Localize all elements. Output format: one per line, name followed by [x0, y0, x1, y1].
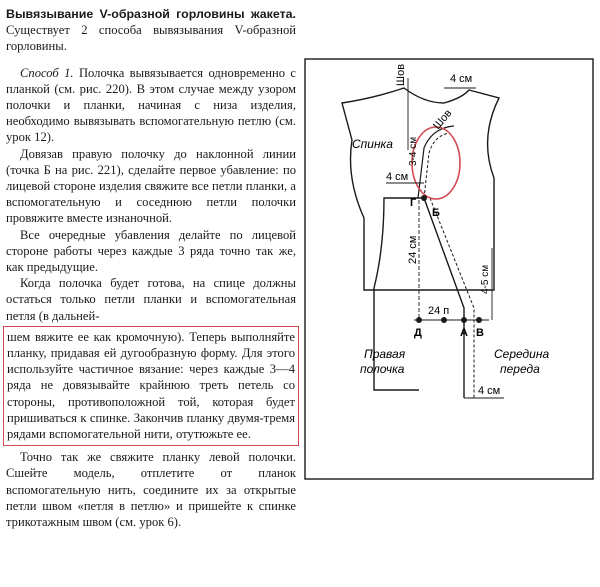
neck-highlight-circle: [412, 127, 460, 199]
label-left-4cm: 4 см: [386, 171, 409, 183]
paragraph-next-decreases: Все очередные убавления делайте по лицевой стороне работы через каждые 3 ряда точно так же, как предыдущие.: [6, 227, 296, 275]
point-a-dot: [461, 317, 467, 323]
placket-dash-line: [430, 198, 474, 398]
back-outline: [342, 88, 499, 290]
label-point-g: Г: [410, 197, 417, 209]
placket-curve: [418, 126, 454, 198]
label-center-1: Середина: [494, 347, 550, 361]
label-24cm: 24 см: [407, 235, 419, 264]
label-24-rows: 24 п: [428, 305, 450, 317]
pattern-diagram: [304, 58, 594, 480]
placket-curve-dash: [424, 133, 449, 198]
article-text: [6, 6, 296, 530]
label-point-a: А: [460, 327, 468, 339]
label-4-5cm: 4-5 см: [480, 264, 491, 294]
paragraph-decrease: Довязав правую полочку до наклонной линии (точка Б на рис. 221), сделайте первое убавление: по лицевой стороне изделия свяжите все петли планки, а вспомогательную и соседнюю петли полочки провяжите вместе изнаночной.: [6, 146, 296, 226]
point-g-dot: [421, 195, 427, 201]
method-text: Полочка вывязывается одновременно с планкой (см. рис. 220). В этом случае между узором полочки и планки, начиная с низа изделия, необходимо вывязывать вспомогательную петлю (см. урок 12).: [6, 65, 296, 145]
highlighted-text: шем вяжите ее как кромочную). Теперь выполняйте планку, придавая ей дугообразную форму. Для этого используйте частичное вязание: через каждые 3—4 ряда не довязывайте крайнюю треть петель со стороны, противоположной той, которая будет пришиваться к спинке. Закончив планку двумя-тремя рядами вспомогательной нити, отутюжьте ее.: [7, 329, 295, 442]
heading-block: [6, 6, 296, 55]
label-point-v: В: [476, 327, 484, 339]
paragraph-method-1: [6, 65, 296, 146]
label-point-b: Б: [432, 207, 440, 219]
label-center-2: переда: [500, 362, 540, 376]
paragraph-front-ready: Когда полочка будет готова, на спице должны остаться только петли планки и вспомогательная петля (в дальней-: [6, 276, 296, 323]
label-shov-top: Шов: [395, 63, 407, 86]
label-point-d: Д: [414, 327, 422, 339]
label-front-2: полочка: [360, 362, 405, 376]
label-front-1: Правая: [364, 347, 406, 361]
neckline-line: [424, 198, 464, 398]
method-label: Способ 1.: [20, 65, 74, 80]
label-neck-len: 3-4 см: [408, 136, 419, 166]
article-subheading: Существует 2 способа вывязывания V-образной горловины.: [6, 23, 296, 54]
point-v-dot: [476, 317, 482, 323]
label-bottom-4cm: 4 см: [478, 385, 501, 397]
article-heading: Вывязывание V-образной горловины жакета.: [6, 7, 296, 21]
highlighted-instruction: [3, 326, 299, 446]
label-back: Спинка: [352, 137, 393, 151]
diagram-frame: [305, 59, 593, 479]
point-b-dot: [441, 317, 447, 323]
paragraph-left-front: Точно так же свяжите планку левой полочки. Сшейте модель, отплетите от планок вспомогательную нить, соедините их за открытые петли швом «петля в петлю» и пришейте к спинке трикотажным швом (см. урок 6).: [6, 450, 296, 530]
diagram-svg: [304, 58, 594, 480]
label-width-top: 4 см: [450, 73, 473, 85]
label-shov-neck: Шов: [431, 107, 455, 132]
